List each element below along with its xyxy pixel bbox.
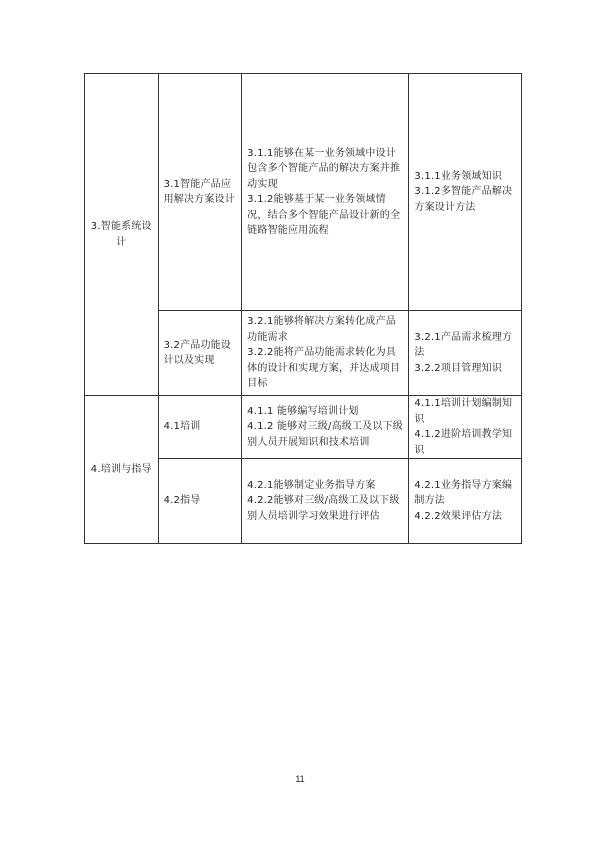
category-cell: 3.智能系统设计 bbox=[85, 74, 159, 396]
knowledge-cell bbox=[409, 311, 522, 396]
skill-item: 4.1.2 能够对三级/高级工及以下级别人员开展知识和技术培训 bbox=[247, 421, 403, 448]
skill-item: 3.1.2能够基于某一业务领域情况，结合多个智能产品设计新的全链路智能应用流程 bbox=[247, 194, 401, 236]
knowledge-item: 3.2.1产品需求梳理方法 bbox=[414, 331, 513, 359]
page-number: 11 bbox=[295, 774, 305, 784]
skill-item: 4.2.1能够制定业务指导方案 bbox=[247, 479, 376, 491]
subcategory-cell: 4.1培训 bbox=[158, 396, 242, 459]
skill-item: 3.2.1能够将解决方案转化成产品功能需求 bbox=[247, 316, 397, 343]
skill-item: 3.1.1能够在某一业务领域中设计包含多个智能产品的解决方案并推动实现 bbox=[247, 147, 401, 190]
table-row bbox=[85, 74, 522, 311]
subcategory-cell: 3.2产品功能设计以及实现 bbox=[158, 311, 242, 396]
knowledge-item: 3.2.2项目管理知识 bbox=[414, 362, 503, 374]
skill-requirements-cell bbox=[242, 311, 409, 396]
knowledge-cell bbox=[409, 74, 522, 311]
skill-item: 4.2.2能够对三级/高级工及以下级别人员培训学习效果进行评估 bbox=[247, 495, 400, 522]
category-cell: 4.培训与指导 bbox=[85, 396, 159, 544]
skill-requirements-cell bbox=[242, 459, 409, 544]
knowledge-cell bbox=[409, 459, 522, 544]
skills-table bbox=[84, 73, 522, 544]
knowledge-item: 4.1.1培训计划编制知识 bbox=[414, 398, 513, 425]
skill-item: 3.2.2能将产品功能需求转化为具体的设计和实现方案，并达成项目目标 bbox=[247, 347, 401, 390]
knowledge-item: 4.2.1业务指导方案编制方法 bbox=[414, 479, 513, 507]
knowledge-item: 4.1.2进阶培训教学知识 bbox=[414, 429, 513, 456]
skill-requirements-cell bbox=[242, 74, 409, 311]
knowledge-item: 3.1.1业务领域知识 bbox=[414, 170, 503, 182]
subcategory-cell: 3.1智能产品应用解决方案设计 bbox=[158, 74, 242, 311]
table-row bbox=[85, 396, 522, 459]
skill-item: 4.1.1 能够编写培训计划 bbox=[247, 405, 359, 417]
knowledge-item: 3.1.2多智能产品解决方案设计方法 bbox=[414, 186, 513, 213]
skill-requirements-cell bbox=[242, 396, 409, 459]
knowledge-cell bbox=[409, 396, 522, 459]
subcategory-cell: 4.2指导 bbox=[158, 459, 242, 544]
knowledge-item: 4.2.2效果评估方法 bbox=[414, 510, 503, 522]
